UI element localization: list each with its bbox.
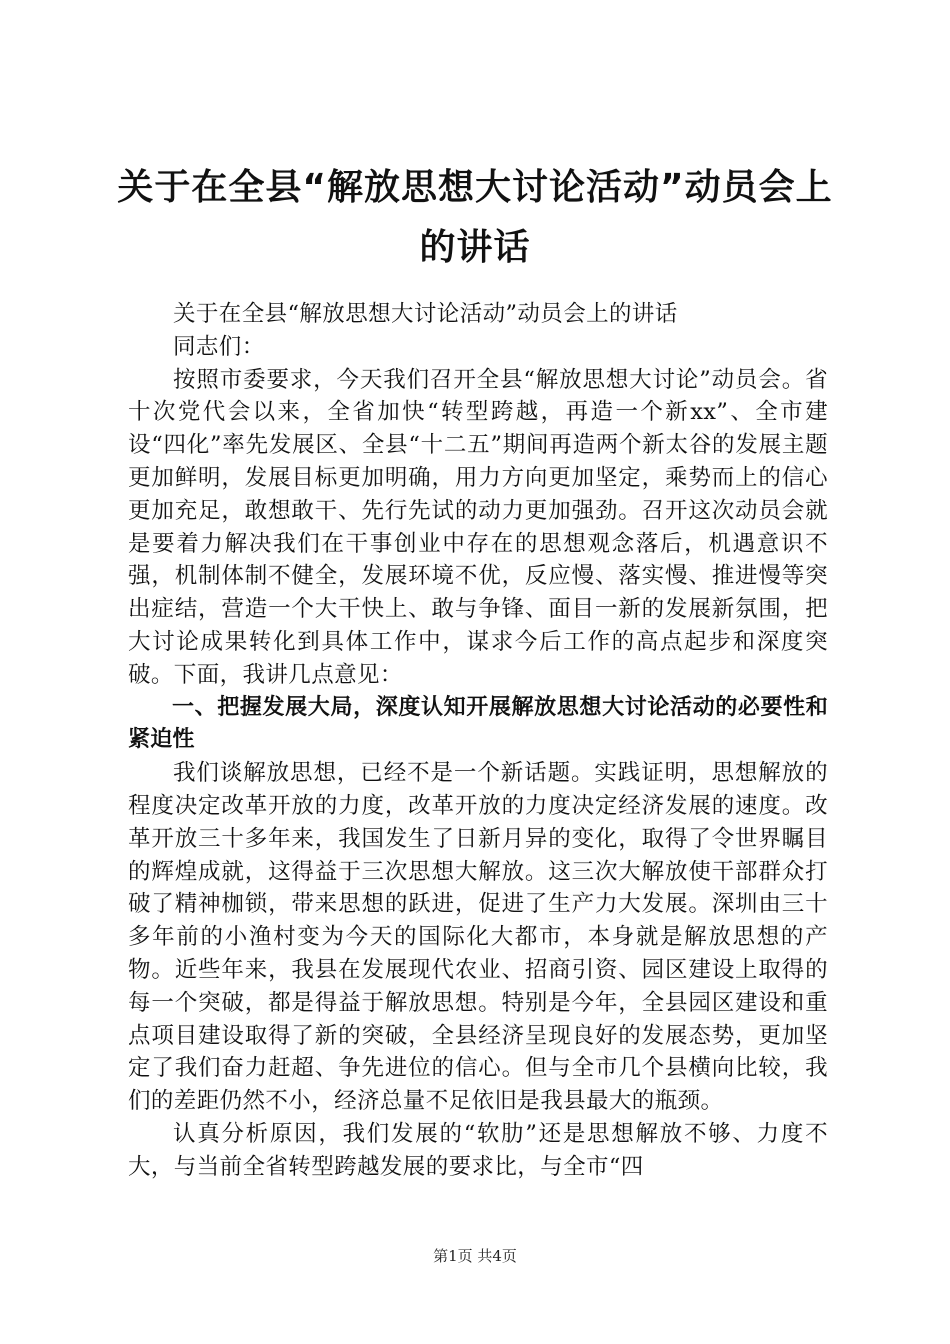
document-title: 关于在全县“解放思想大讨论活动”动员会上的讲话 — [117, 167, 833, 268]
page-number-footer: 第1页 共4页 — [433, 1247, 517, 1265]
document-body — [128, 298, 828, 1184]
body-paragraph: 我们谈解放思想，已经不是一个新话题。实践证明，思想解放的程度决定改革开放的力度，改革开放的力度决定经济发展的速度。改革开放三十多年来，我国发生了日新月异的变化，取得了令世界瞩目的辉煌成就，这得益于三次思想大解放。这三次大解放使干部群众打破了精神枷锁，带来思想的跃进，促进了生产力大发展。深圳由三十多年前的小渔村变为今天的国际化大都市，本身就是解放思想的产物。近些年来，我县在发展现代农业、招商引资、园区建设上取得的每一个突破，都是得益于解放思想。特别是今年，全县园区建设和重点项目建设取得了新的突破，全县经济呈现良好的发展态势，更加坚定了我们奋力赶超、争先进位的信心。但与全市几个县横向比较，我们的差距仍然不小，经济总量不足依旧是我县最大的瓶颈。 — [128, 760, 828, 1115]
body-paragraph: 按照市委要求，今天我们召开全县“解放思想大讨论”动员会。省十次党代会以来，全省加快“转型跨越，再造一个新xx”、全市建设“四化”率先发展区、全县“十二五”期间再造两个新太谷的发展主题更加鲜明，发展目标更加明确，用力方向更加坚定，乘势而上的信心更加充足，敢想敢干、先行先试的动力更加强劲。召开这次动员会就是要着力解决我们在干事创业中存在的思想观念落后，机遇意识不强，机制体制不健全，发展环境不优，反应慢、落实慢、推进慢等突出症结，营造一个大干快上、敢与争锋、面目一新的发展新氛围，把大讨论成果转化到具体工作中，谋求今后工作的高点起步和深度突破。下面，我讲几点意见： — [128, 366, 828, 688]
body-subtitle-paragraph: 关于在全县“解放思想大讨论活动”动员会上的讲话 — [173, 301, 678, 327]
section-heading: 一、把握发展大局，深度认知开展解放思想大讨论活动的必要性和紧迫性 — [128, 694, 828, 753]
body-paragraph: 认真分析原因，我们发展的“软肋”还是思想解放不够、力度不大，与当前全省转型跨越发展的要求比，与全市“四 — [128, 1120, 828, 1180]
salutation-paragraph: 同志们： — [173, 333, 265, 360]
